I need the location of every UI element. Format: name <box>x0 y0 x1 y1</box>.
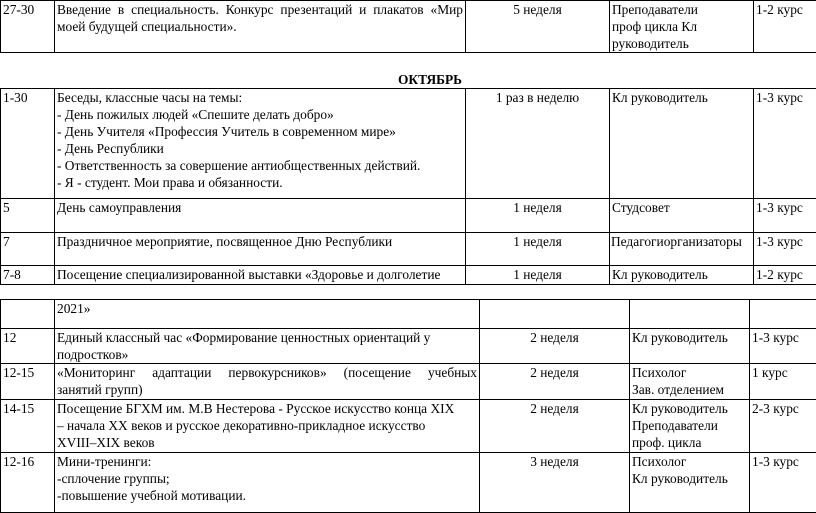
responsible-cell: Кл руководитель Преподаватели проф. цикла <box>630 400 750 453</box>
period-cell: 3 неделя <box>480 453 630 513</box>
date-cell: 5 <box>1 199 55 233</box>
course-cell: 1-3 курс <box>754 89 816 199</box>
date-cell: 7 <box>1 233 55 266</box>
schedule-table-top <box>0 0 816 53</box>
table-row <box>1 89 816 199</box>
date-cell <box>1 300 55 329</box>
course-cell: 2-3 курс <box>750 400 816 453</box>
course-cell: 1-3 курс <box>750 329 816 364</box>
responsible-cell: Кл руководитель <box>630 329 750 364</box>
table-row <box>1 1 816 53</box>
event-cell: «Мониторинг адаптации первокурсников» (посещение учебных занятий групп) <box>55 364 480 400</box>
period-cell: 1 неделя <box>466 233 610 266</box>
event-cell: Мини-тренинги: -сплочение группы; -повышение учебной мотивации. <box>55 453 480 513</box>
period-cell: 1 неделя <box>466 199 610 233</box>
course-cell: 1-2 курс <box>754 266 816 285</box>
period-cell <box>480 300 630 329</box>
table-body <box>1 89 816 285</box>
table-row <box>1 199 816 233</box>
period-cell: 2 неделя <box>480 329 630 364</box>
date-cell: 12-16 <box>1 453 55 513</box>
table-row <box>1 400 816 453</box>
date-cell: 27-30 <box>1 1 55 53</box>
course-cell: 1-2 курс <box>754 1 816 53</box>
month-heading: ОКТЯБРЬ <box>0 71 816 88</box>
course-cell <box>750 300 816 329</box>
period-cell: 5 неделя <box>466 1 610 53</box>
event-cell: Праздничное мероприятие, посвященное Дню Республики <box>55 233 466 266</box>
responsible-cell: Студсовет <box>610 199 754 233</box>
period-cell: 1 неделя <box>466 266 610 285</box>
responsible-cell: Психолог Кл руководитель <box>630 453 750 513</box>
period-cell: 2 неделя <box>480 400 630 453</box>
schedule-table-bottom <box>0 299 816 513</box>
responsible-cell: Кл руководитель <box>610 89 754 199</box>
event-cell: День самоуправления <box>55 199 466 233</box>
date-cell: 1-30 <box>1 89 55 199</box>
date-cell: 12 <box>1 329 55 364</box>
period-cell: 2 неделя <box>480 364 630 400</box>
event-cell: Единый классный час «Формирование ценностных ориентаций у подростков» <box>55 329 480 364</box>
event-cell: Посещение специализированной выставки «Здоровье и долголетие <box>55 266 466 285</box>
table-row <box>1 300 816 329</box>
table-row <box>1 364 816 400</box>
event-cell: Посещение БГХМ им. М.В Нестерова - Русское искусство конца XIX – начала XX веков и русское декоративно-прикладное искусство XVIII–XIX веков <box>55 400 480 453</box>
responsible-cell: Психолог Зав. отделением <box>630 364 750 400</box>
date-cell: 14-15 <box>1 400 55 453</box>
course-cell: 1-3 курс <box>750 453 816 513</box>
responsible-cell: Преподаватели проф цикла Кл руководитель <box>610 1 754 53</box>
table-row <box>1 266 816 285</box>
table-row <box>1 233 816 266</box>
course-cell: 1-3 курс <box>754 233 816 266</box>
event-cell: 2021» <box>55 300 480 329</box>
table-body <box>1 300 816 513</box>
schedule-table-october <box>0 88 816 285</box>
period-cell: 1 раз в неделю <box>466 89 610 199</box>
table-body <box>1 1 816 53</box>
date-cell: 12-15 <box>1 364 55 400</box>
course-cell: 1 курс <box>750 364 816 400</box>
responsible-cell: Педагогиорганизаторы <box>610 233 754 266</box>
course-cell: 1-3 курс <box>754 199 816 233</box>
table-row <box>1 329 816 364</box>
table-row <box>1 453 816 513</box>
responsible-cell <box>630 300 750 329</box>
event-cell: Беседы, классные часы на темы: - День пожилых людей «Спешите делать добро» - День Учителя «Профессия Учитель в современном мире» - День Республики - Ответственность за совершение антиобщественных действий. - Я - студент. Мои права и обязанности. <box>55 89 466 199</box>
event-cell: Введение в специальность. Конкурс презентаций и плакатов «Мир моей будущей специальности». <box>55 1 466 53</box>
date-cell: 7-8 <box>1 266 55 285</box>
responsible-cell: Кл руководитель <box>610 266 754 285</box>
